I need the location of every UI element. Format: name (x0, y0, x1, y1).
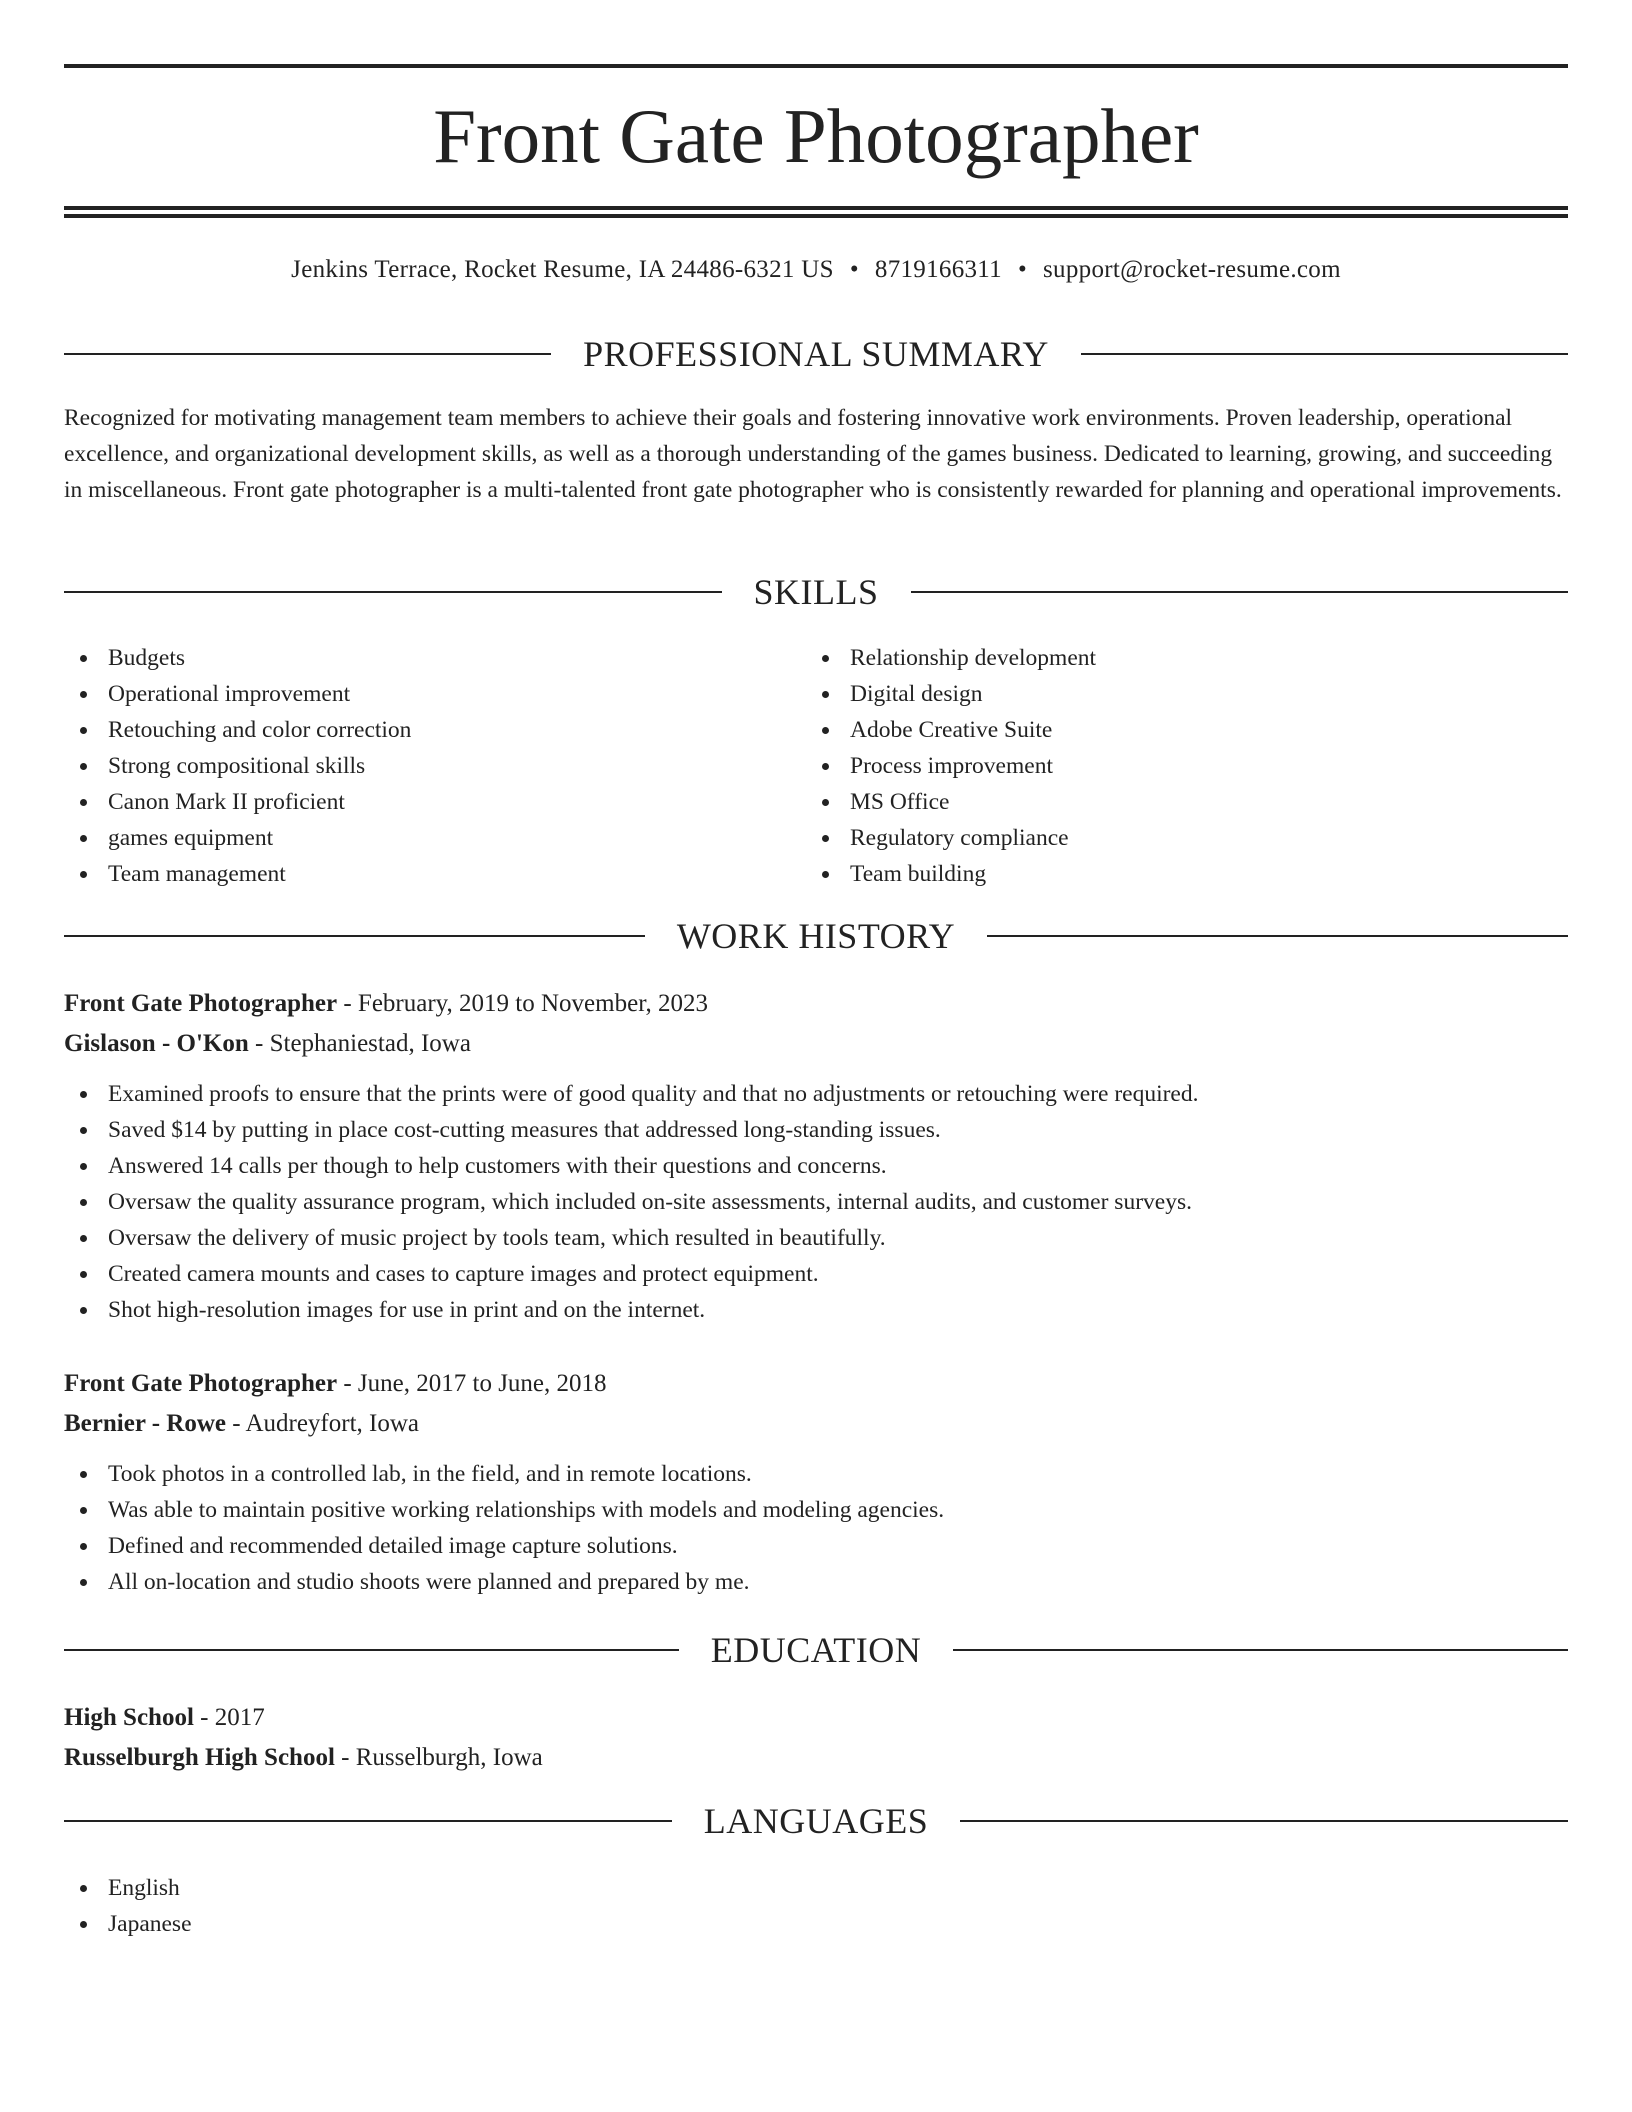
contact-separator: • (849, 256, 859, 283)
list-item: Oversaw the delivery of music project by tools team, which resulted in beautifully. (64, 1220, 1568, 1256)
job-location: - Stephaniestad, Iowa (248, 1030, 471, 1057)
section-title: LANGUAGES (703, 1801, 929, 1841)
list-item: Was able to maintain positive working relationships with models and modeling agencies. (64, 1492, 1568, 1528)
job-company: Gislason - O'Kon (64, 1030, 249, 1057)
list-item: Examined proofs to ensure that the prints were of good quality and that no adjustments or retouching were required. (64, 1076, 1568, 1112)
section-rule (64, 1649, 679, 1651)
education-school: Russelburgh High School (64, 1744, 335, 1771)
section-title: PROFESSIONAL SUMMARY (583, 334, 1049, 374)
list-item: Retouching and color correction (64, 712, 804, 748)
list-item: Oversaw the quality assurance program, which included on-site assessments, internal audits, and customer surveys. (64, 1184, 1568, 1220)
education-degree: High School (64, 1704, 194, 1731)
contact-address: Jenkins Terrace, Rocket Resume, IA 24486-6321 US (291, 256, 834, 283)
skills-list-left (64, 640, 804, 892)
job-entry (64, 984, 1568, 1328)
list-item: Team building (806, 856, 1546, 892)
job-title: Front Gate Photographer (64, 990, 338, 1017)
summary-text: Recognized for motivating management team members to achieve their goals and fostering innovative work environments. Proven leadership, operational excellence, and organizational development skills, as well as a thorough understanding of the games business. Dedicated to learning, growing, and succeeding in miscellaneous. Front gate photographer is a multi-talented front gate photographer who is consistently rewarded for planning and operational improvements. (64, 405, 1562, 503)
list-item: Team management (64, 856, 804, 892)
list-item: Digital design (806, 676, 1546, 712)
list-item: Created camera mounts and cases to capture images and protect equipment. (64, 1256, 1568, 1292)
contact-email: support@rocket-resume.com (1043, 256, 1341, 283)
job-entry (64, 1364, 1568, 1600)
job-title-line (64, 1364, 1568, 1404)
section-header-skills (64, 572, 1568, 612)
list-item: Adobe Creative Suite (806, 712, 1546, 748)
job-bullets (64, 1076, 1568, 1328)
section-title: EDUCATION (710, 1630, 922, 1670)
list-item: Defined and recommended detailed image capture solutions. (64, 1528, 1568, 1564)
education-year: - 2017 (193, 1704, 265, 1731)
job-company-line (64, 1404, 1568, 1444)
list-item: Japanese (64, 1906, 1568, 1942)
list-item: MS Office (806, 784, 1546, 820)
section-rule (1081, 353, 1568, 355)
education-entry (64, 1698, 1568, 1778)
job-dates: - February, 2019 to November, 2023 (337, 990, 709, 1017)
education-school-line (64, 1738, 1568, 1778)
list-item: Answered 14 calls per though to help customers with their questions and concerns. (64, 1148, 1568, 1184)
section-header-work (64, 916, 1568, 956)
list-item: English (64, 1870, 1568, 1906)
section-rule (64, 935, 645, 937)
section-header-languages (64, 1801, 1568, 1841)
job-bullets (64, 1456, 1568, 1600)
education-degree-line (64, 1698, 1568, 1738)
section-rule (987, 935, 1568, 937)
candidate-name: Front Gate Photographer (433, 93, 1199, 179)
job-company: Bernier - Rowe (64, 1410, 226, 1437)
section-title: SKILLS (753, 572, 879, 612)
section-rule (953, 1649, 1568, 1651)
section-title: WORK HISTORY (676, 916, 956, 956)
list-item: Saved $14 by putting in place cost-cutting measures that addressed long-standing issues. (64, 1112, 1568, 1148)
section-rule (960, 1820, 1568, 1822)
contact-separator: • (1017, 256, 1028, 283)
list-item: games equipment (64, 820, 804, 856)
list-item: Regulatory compliance (806, 820, 1546, 856)
list-item: All on-location and studio shoots were planned and prepared by me. (64, 1564, 1568, 1600)
section-header-summary (64, 334, 1568, 374)
list-item: Took photos in a controlled lab, in the field, and in remote locations. (64, 1456, 1568, 1492)
job-dates: - June, 2017 to June, 2018 (337, 1370, 607, 1397)
section-rule (64, 1820, 672, 1822)
job-location: - Audreyfort, Iowa (226, 1410, 419, 1437)
job-company-line (64, 1024, 1568, 1064)
list-item: Canon Mark II proficient (64, 784, 804, 820)
skills-list-right (806, 640, 1546, 892)
section-rule (64, 353, 551, 355)
job-title: Front Gate Photographer (64, 1370, 338, 1397)
job-title-line (64, 984, 1568, 1024)
section-rule (64, 591, 722, 593)
education-location: - Russelburgh, Iowa (334, 1744, 543, 1771)
contact-line (64, 256, 1568, 284)
list-item: Process improvement (806, 748, 1546, 784)
section-header-education (64, 1630, 1568, 1670)
contact-phone: 8719166311 (874, 256, 1002, 283)
list-item: Strong compositional skills (64, 748, 804, 784)
languages-list (64, 1870, 1568, 1942)
header-double-rule (64, 206, 1568, 210)
resume-page (64, 64, 1568, 1937)
list-item: Shot high-resolution images for use in print and on the internet. (64, 1292, 1568, 1328)
list-item: Budgets (64, 640, 804, 676)
list-item: Operational improvement (64, 676, 804, 712)
list-item: Relationship development (806, 640, 1546, 676)
section-rule (911, 591, 1569, 593)
